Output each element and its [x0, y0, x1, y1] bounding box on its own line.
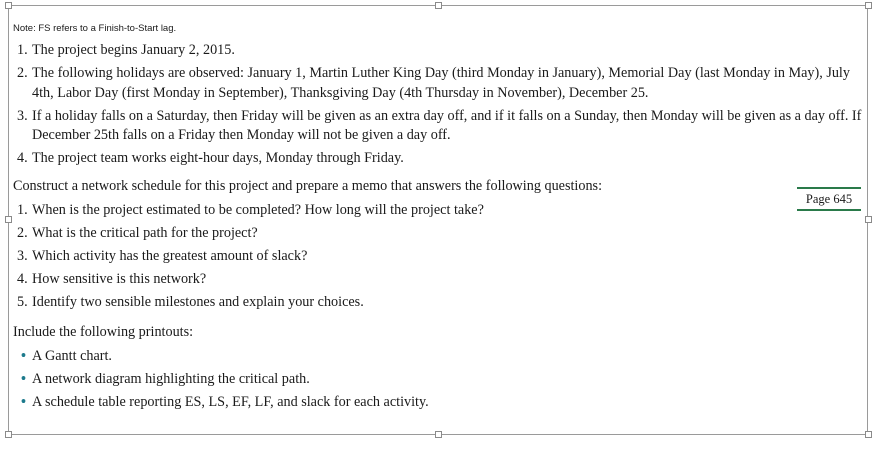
assumption-item: 1. The project begins January 2, 2015.: [17, 42, 235, 58]
printouts-intro: Include the following printouts:: [13, 323, 194, 340]
bullet-icon: •: [21, 371, 26, 387]
resize-handle-middle-right[interactable]: [865, 216, 872, 223]
document-content: [13, 22, 863, 416]
printout-item: • A schedule table reporting ES, LS, EF, LF, and slack for each activity.: [13, 393, 863, 413]
question-item: 3. Which activity has the greatest amount of slack?: [17, 248, 308, 264]
resize-handle-top-center[interactable]: [435, 2, 442, 9]
resize-handle-bottom-left[interactable]: [5, 431, 12, 438]
bullet-icon: •: [21, 348, 26, 364]
printout-item: • A network diagram highlighting the critical path.: [13, 370, 863, 390]
instruction-paragraph: Construct a network schedule for this project and prepare a memo that answers the following questions:: [13, 177, 603, 194]
printout-item: • A Gantt chart.: [13, 347, 863, 367]
resize-handle-top-right[interactable]: [865, 2, 872, 9]
printouts-list: [13, 347, 863, 413]
question-item: 2. What is the critical path for the project?: [17, 225, 258, 241]
question-item: 1. When is the project estimated to be completed? How long will the project take?: [17, 202, 484, 218]
resize-handle-top-left[interactable]: [5, 2, 12, 9]
question-item: 4. How sensitive is this network?: [17, 271, 207, 287]
page-number-label: Page 645: [797, 187, 861, 211]
assumptions-list: [13, 41, 863, 169]
bullet-icon: •: [21, 394, 26, 410]
resize-handle-bottom-right[interactable]: [865, 431, 872, 438]
assumption-item: 2. The following holidays are observed: January 1, Martin Luther King Day (third Monday in January), Memorial Day (last Monday in May), July 4th, Labor Day (first Monday in September), Thanksgiving Day (4th Thursday in November), December 25.: [17, 65, 850, 101]
resize-handle-bottom-center[interactable]: [435, 431, 442, 438]
resize-handle-middle-left[interactable]: [5, 216, 12, 223]
question-item: 5. Identify two sensible milestones and explain your choices.: [17, 294, 364, 310]
assumption-item: 4. The project team works eight-hour days, Monday through Friday.: [17, 150, 404, 166]
assumption-item: 3. If a holiday falls on a Saturday, then Friday will be given as an extra day off, and if it falls on a Sunday, then Monday will be given as a day off. If December 25th falls on a Friday then Monday will not be given a day off.: [17, 107, 862, 143]
lag-note: Note: FS refers to a Finish-to-Start lag.: [13, 23, 177, 34]
questions-list: [13, 201, 863, 313]
